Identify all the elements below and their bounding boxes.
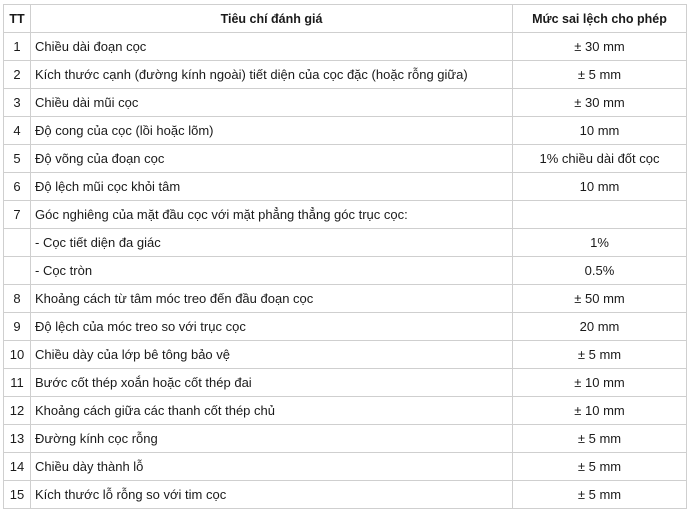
row-tolerance: 20 mm <box>513 313 687 341</box>
table-row <box>4 117 687 145</box>
table-row <box>4 397 687 425</box>
row-criterion: Khoảng cách giữa các thanh cốt thép chủ <box>31 397 513 425</box>
row-tolerance: ± 10 mm <box>513 369 687 397</box>
table-row <box>4 89 687 117</box>
row-tolerance: ± 10 mm <box>513 397 687 425</box>
tolerance-table <box>3 4 687 509</box>
row-criterion: Góc nghiêng của mặt đầu cọc với mặt phẳng thẳng góc trục cọc: <box>31 201 513 229</box>
row-tolerance <box>513 201 687 229</box>
row-number: 11 <box>4 369 31 397</box>
row-criterion: Chiều dài đoạn cọc <box>31 33 513 61</box>
table-row <box>4 257 687 285</box>
row-tolerance: 1% chiều dài đốt cọc <box>513 145 687 173</box>
row-criterion: Độ cong của cọc (lồi hoặc lõm) <box>31 117 513 145</box>
row-criterion: Đường kính cọc rỗng <box>31 425 513 453</box>
table-row <box>4 313 687 341</box>
table-row <box>4 61 687 89</box>
row-tolerance: ± 5 mm <box>513 425 687 453</box>
row-number <box>4 229 31 257</box>
header-row <box>4 5 687 33</box>
row-criterion: Kích thước lỗ rỗng so với tim cọc <box>31 481 513 509</box>
table-header <box>4 5 687 33</box>
row-number: 12 <box>4 397 31 425</box>
row-tolerance: ± 50 mm <box>513 285 687 313</box>
row-tolerance: ± 30 mm <box>513 89 687 117</box>
row-criterion: - Cọc tiết diện đa giác <box>31 229 513 257</box>
row-criterion: Bước cốt thép xoắn hoặc cốt thép đai <box>31 369 513 397</box>
table-row <box>4 173 687 201</box>
table-row <box>4 453 687 481</box>
row-number: 5 <box>4 145 31 173</box>
row-number: 13 <box>4 425 31 453</box>
row-number: 9 <box>4 313 31 341</box>
table-row <box>4 481 687 509</box>
table-row <box>4 369 687 397</box>
row-tolerance: ± 5 mm <box>513 61 687 89</box>
row-criterion: Chiều dài mũi cọc <box>31 89 513 117</box>
table-row <box>4 33 687 61</box>
row-number: 1 <box>4 33 31 61</box>
row-number: 8 <box>4 285 31 313</box>
table-row <box>4 425 687 453</box>
table-row <box>4 201 687 229</box>
row-number: 15 <box>4 481 31 509</box>
row-number: 2 <box>4 61 31 89</box>
row-criterion: - Cọc tròn <box>31 257 513 285</box>
row-tolerance: 1% <box>513 229 687 257</box>
row-tolerance: ± 30 mm <box>513 33 687 61</box>
row-number: 14 <box>4 453 31 481</box>
row-criterion: Khoảng cách từ tâm móc treo đến đầu đoạn cọc <box>31 285 513 313</box>
table-row <box>4 145 687 173</box>
row-number: 4 <box>4 117 31 145</box>
table-body <box>4 33 687 509</box>
header-tt: TT <box>4 5 31 33</box>
row-number: 6 <box>4 173 31 201</box>
row-number <box>4 257 31 285</box>
row-tolerance: ± 5 mm <box>513 481 687 509</box>
table-row <box>4 341 687 369</box>
table-row <box>4 229 687 257</box>
row-tolerance: 10 mm <box>513 117 687 145</box>
table-row <box>4 285 687 313</box>
row-number: 10 <box>4 341 31 369</box>
row-criterion: Độ lệch của móc treo so với trục cọc <box>31 313 513 341</box>
row-criterion: Độ võng của đoạn cọc <box>31 145 513 173</box>
row-tolerance: 10 mm <box>513 173 687 201</box>
row-criterion: Chiều dày của lớp bê tông bảo vệ <box>31 341 513 369</box>
row-number: 3 <box>4 89 31 117</box>
row-tolerance: 0.5% <box>513 257 687 285</box>
row-tolerance: ± 5 mm <box>513 453 687 481</box>
header-tolerance: Mức sai lệch cho phép <box>513 5 687 33</box>
row-number: 7 <box>4 201 31 229</box>
row-criterion: Kích thước cạnh (đường kính ngoài) tiết diện của cọc đặc (hoặc rỗng giữa) <box>31 61 513 89</box>
header-criterion: Tiêu chí đánh giá <box>31 5 513 33</box>
row-criterion: Chiều dày thành lỗ <box>31 453 513 481</box>
row-criterion: Độ lệch mũi cọc khỏi tâm <box>31 173 513 201</box>
row-tolerance: ± 5 mm <box>513 341 687 369</box>
